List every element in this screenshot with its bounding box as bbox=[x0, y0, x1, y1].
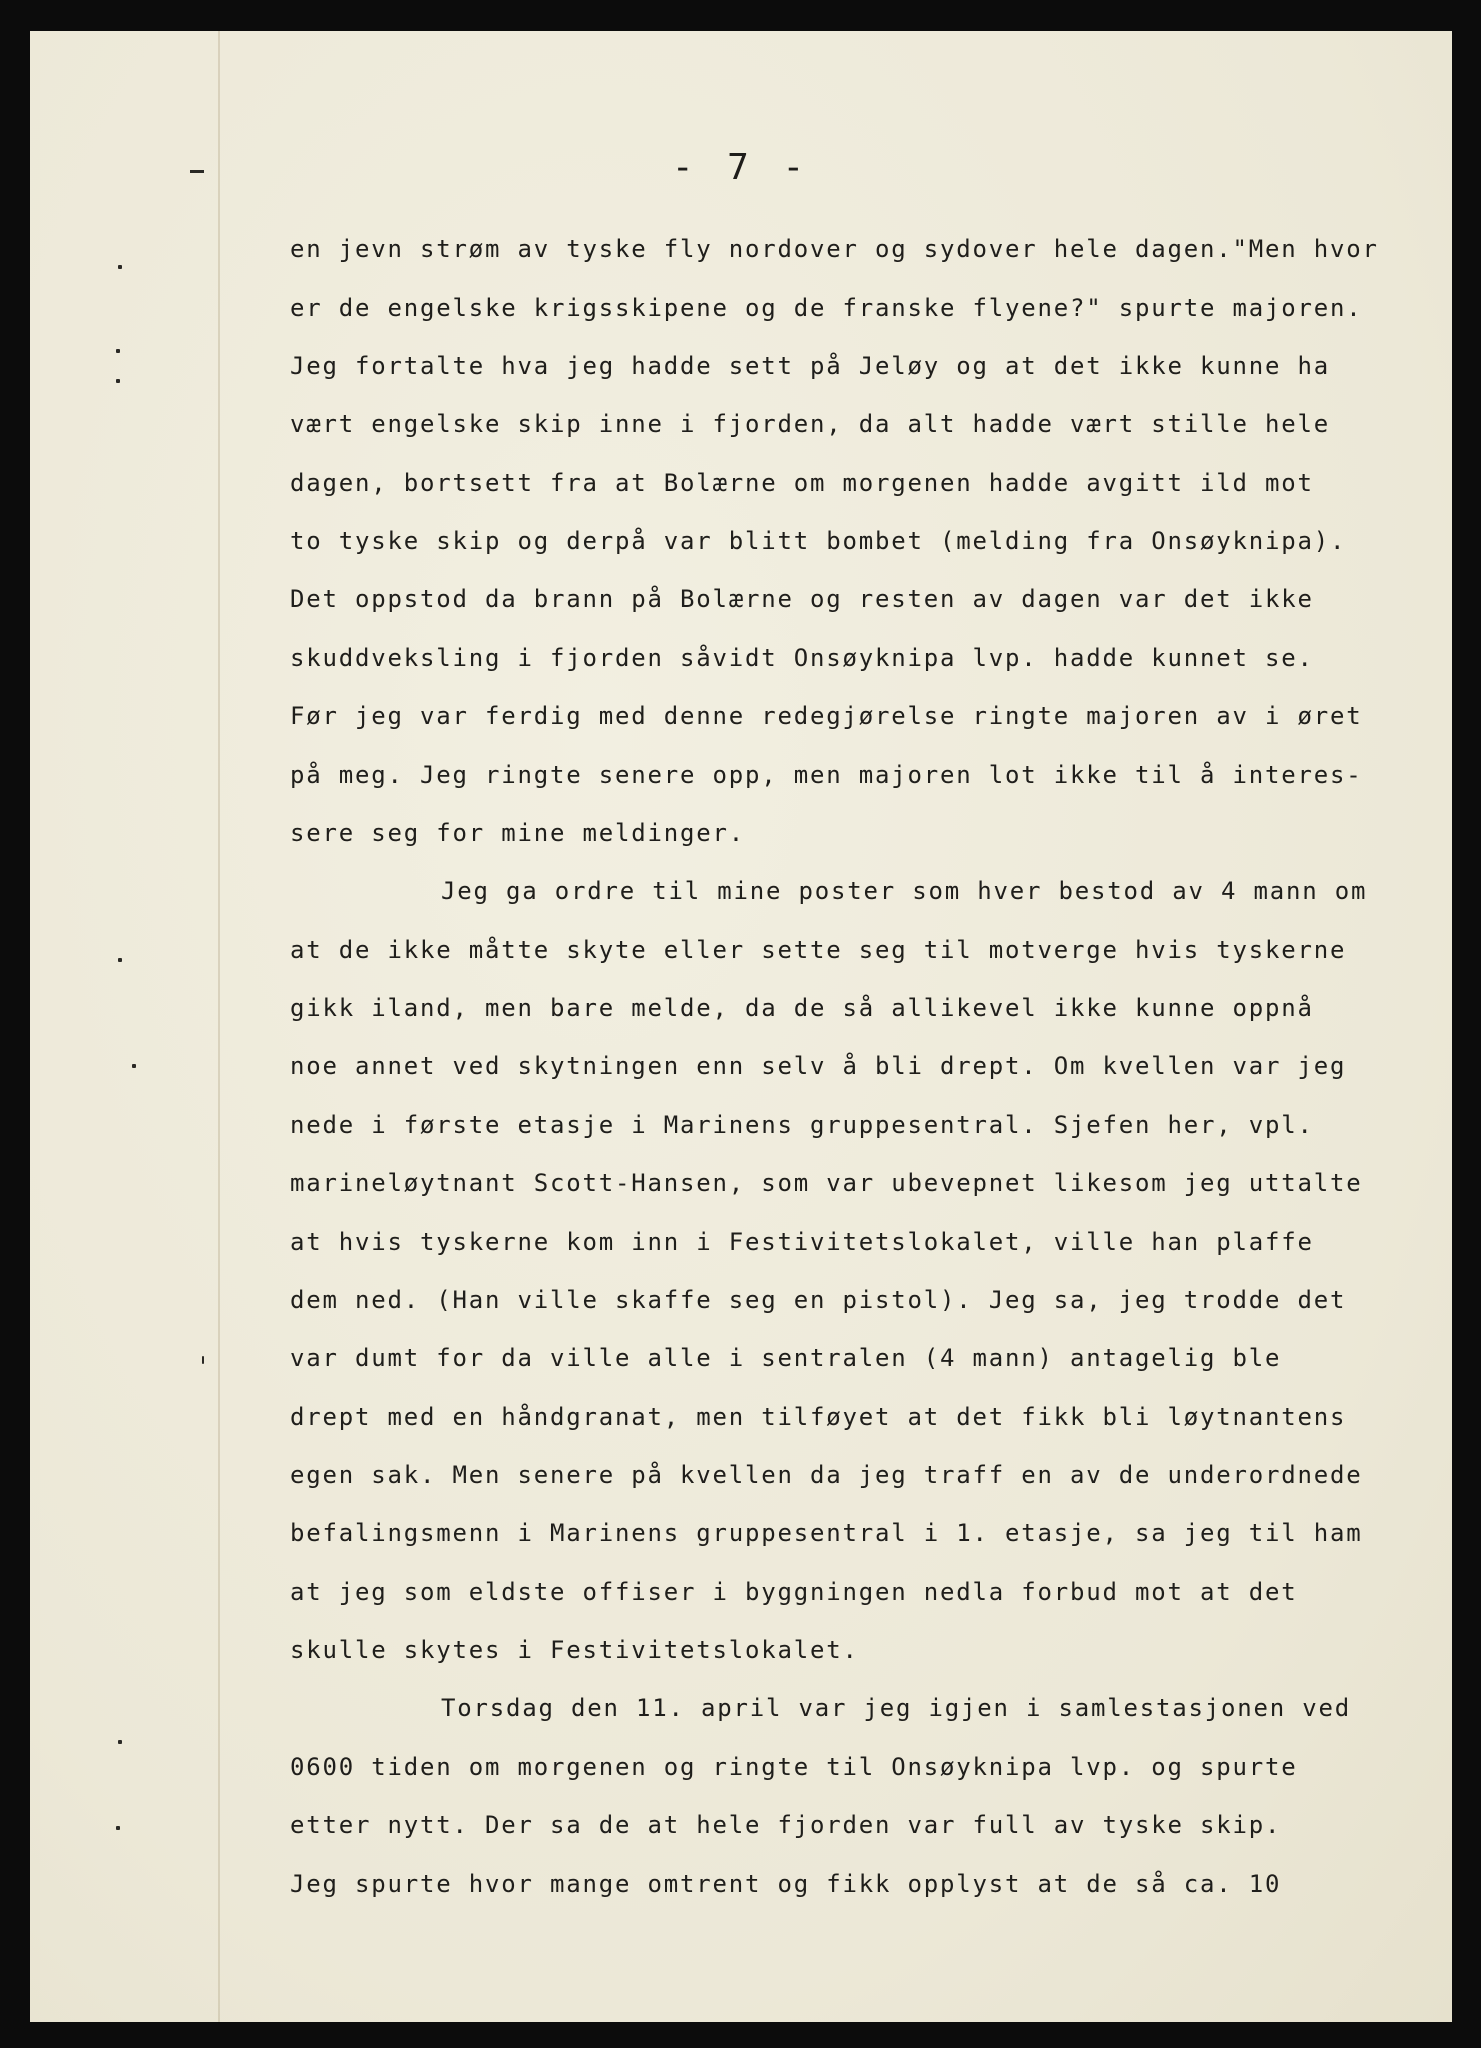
text-line: drept med en håndgranat, men tilføyet at det fikk bli løytnantens bbox=[290, 1403, 1347, 1431]
text-line: noe annet ved skytningen enn selv å bli drept. Om kvellen var jeg bbox=[290, 1052, 1347, 1080]
text-line: dagen, bortsett fra at Bolærne om morgenen hadde avgitt ild mot bbox=[290, 469, 1314, 497]
text-line: skuddveksling i fjorden såvidt Onsøyknipa lvp. hadde kunnet se. bbox=[290, 644, 1314, 672]
text-line: Før jeg var ferdig med denne redegjørelse ringte majoren av i øret bbox=[290, 702, 1363, 730]
text-line-indented: Jeg ga ordre til mine poster som hver bestod av 4 mann om bbox=[441, 877, 1368, 905]
text-line: to tyske skip og derpå var blitt bombet (melding fra Onsøyknipa). bbox=[290, 527, 1347, 555]
text-line: at hvis tyskerne kom inn i Festivitetslokalet, ville han plaffe bbox=[290, 1228, 1314, 1256]
text-line: Det oppstod da brann på Bolærne og resten av dagen var det ikke bbox=[290, 585, 1314, 613]
text-line: vært engelske skip inne i fjorden, da alt hadde vært stille hele bbox=[290, 410, 1330, 438]
text-line: 0600 tiden om morgenen og ringte til Onsøyknipa lvp. og spurte bbox=[290, 1753, 1298, 1781]
text-line: sere seg for mine meldinger. bbox=[290, 819, 745, 847]
text-line: marineløytnant Scott-Hansen, som var ubevepnet likesom jeg uttalte bbox=[290, 1169, 1363, 1197]
text-line: at jeg som eldste offiser i byggningen nedla forbud mot at det bbox=[290, 1578, 1298, 1606]
text-line: er de engelske krigsskipene og de franske flyene?" spurte majoren. bbox=[290, 294, 1363, 322]
text-line: en jevn strøm av tyske fly nordover og sydover hele dagen."Men hvor bbox=[290, 235, 1379, 263]
text-line: gikk iland, men bare melde, da de så allikevel ikke kunne oppnå bbox=[290, 994, 1314, 1022]
page-number: - 7 - bbox=[671, 147, 811, 188]
text-line: Jeg spurte hvor mange omtrent og fikk opplyst at de så ca. 10 bbox=[290, 1870, 1282, 1898]
text-line: dem ned. (Han ville skaffe seg en pistol). Jeg sa, jeg trodde det bbox=[290, 1286, 1347, 1314]
text-line: egen sak. Men senere på kvellen da jeg traff en av de underordnede bbox=[290, 1461, 1363, 1489]
text-line: var dumt for da ville alle i sentralen (4 mann) antagelig ble bbox=[290, 1344, 1282, 1372]
text-line: etter nytt. Der sa de at hele fjorden var full av tyske skip. bbox=[290, 1811, 1282, 1839]
text-line: på meg. Jeg ringte senere opp, men majoren lot ikke til å interes- bbox=[290, 761, 1363, 789]
typed-text-body bbox=[30, 31, 1452, 2022]
text-line-indented: Torsdag den 11. april var jeg igjen i samlestasjonen ved bbox=[441, 1694, 1351, 1722]
text-line: at de ikke måtte skyte eller sette seg til motverge hvis tyskerne bbox=[290, 936, 1347, 964]
text-line: befalingsmenn i Marinens gruppesentral i 1. etasje, sa jeg til ham bbox=[290, 1519, 1363, 1547]
text-line: nede i første etasje i Marinens gruppesentral. Sjefen her, vpl. bbox=[290, 1111, 1314, 1139]
text-line: Jeg fortalte hva jeg hadde sett på Jeløy og at det ikke kunne ha bbox=[290, 352, 1330, 380]
text-line: skulle skytes i Festivitetslokalet. bbox=[290, 1636, 859, 1664]
document-page bbox=[30, 31, 1452, 2022]
